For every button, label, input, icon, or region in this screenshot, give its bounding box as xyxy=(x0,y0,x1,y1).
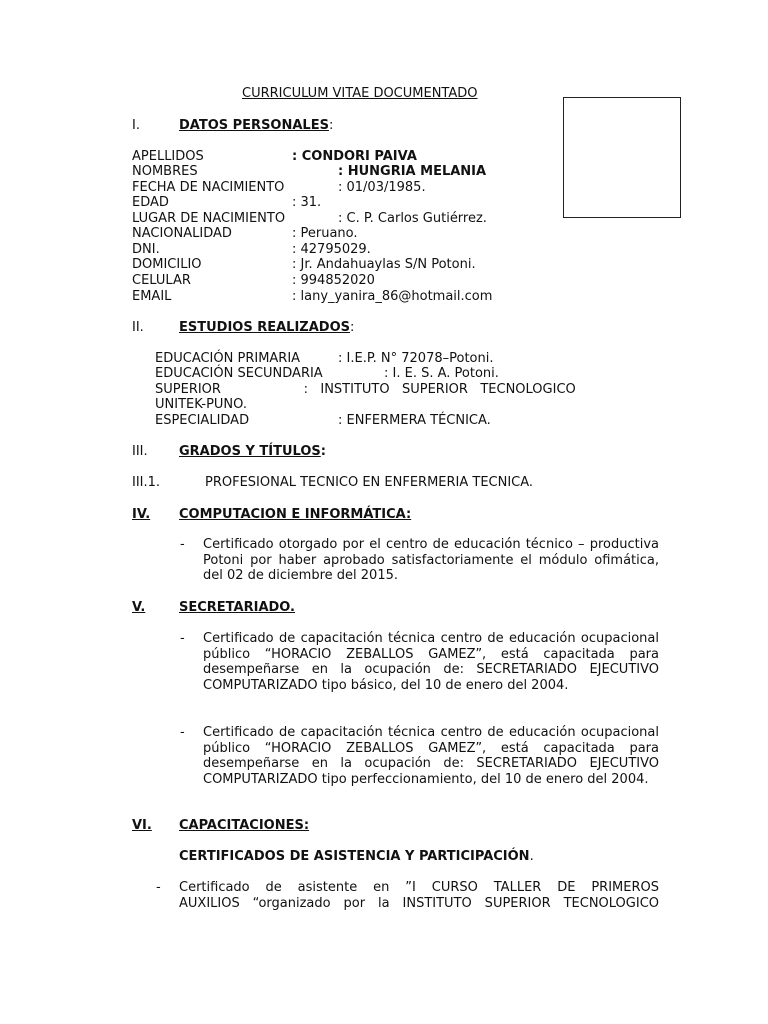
section-number: II. xyxy=(132,320,144,335)
email-label: EMAIL xyxy=(132,289,172,304)
section-heading-datos-personales: DATOS PERSONALES: xyxy=(179,118,334,133)
bullet-dash: - xyxy=(156,880,161,895)
nombres-value: : HUNGRIA MELANIA xyxy=(338,164,487,179)
email-value: : lany_yanira_86@hotmail.com xyxy=(292,289,493,304)
domicilio-value: : Jr. Andahuaylas S/N Potoni. xyxy=(292,257,476,272)
celular-value: : 994852020 xyxy=(292,273,375,288)
lugar-value: : C. P. Carlos Gutiérrez. xyxy=(338,211,487,226)
especialidad-label: ESPECIALIDAD xyxy=(155,413,250,428)
bullet-dash: - xyxy=(180,631,185,646)
secundaria-value: : I. E. S. A. Potoni. xyxy=(384,366,499,381)
section-heading-computacion: COMPUTACION E INFORMÁTICA: xyxy=(179,507,412,522)
capacitaciones-subtitle: CERTIFICADOS DE ASISTENCIA Y PARTICIPACIÓN. xyxy=(179,849,534,864)
especialidad-value: : ENFERMERA TÉCNICA. xyxy=(338,413,491,428)
computacion-certificate: Certificado otorgado por el centro de educación técnico – productiva Potoni por haber aprobado satisfactoriamente el módulo ofimática, del 02 de diciembre del 2015. xyxy=(203,537,659,584)
section-number: III. xyxy=(132,444,148,459)
grado-text: PROFESIONAL TECNICO EN ENFERMERIA TECNICA. xyxy=(205,475,534,490)
apellidos-value: : CONDORI PAIVA xyxy=(292,149,417,164)
section-number: V. xyxy=(132,600,146,615)
section-number: I. xyxy=(132,118,140,133)
bullet-dash: - xyxy=(180,725,185,740)
capacitacion-item-line: Certificado de asistente en ”I CURSO TALLER DE PRIMEROS xyxy=(179,880,659,895)
domicilio-label: DOMICILIO xyxy=(132,257,202,272)
section-number: VI. xyxy=(132,818,152,833)
section-heading-secretariado: SECRETARIADO. xyxy=(179,600,295,615)
bullet-dash: - xyxy=(180,537,185,552)
section-number: IV. xyxy=(132,507,151,522)
section-heading-grados: GRADOS Y TÍTULOS: xyxy=(179,444,326,459)
primaria-value: : I.E.P. N° 72078–Potoni. xyxy=(338,351,494,366)
lugar-label: LUGAR DE NACIMIENTO xyxy=(132,211,286,226)
edad-label: EDAD xyxy=(132,195,169,210)
grado-number: III.1. xyxy=(132,475,161,490)
celular-label: CELULAR xyxy=(132,273,191,288)
capacitacion-item-line: AUXILIOS “organizado por la INSTITUTO SUPERIOR TECNOLOGICO xyxy=(179,896,659,911)
superior-line-continued: UNITEK-PUNO. xyxy=(155,397,247,412)
dni-label: DNI. xyxy=(132,242,160,257)
document-title: CURRICULUM VITAE DOCUMENTADO xyxy=(242,86,478,101)
primaria-label: EDUCACIÓN PRIMARIA xyxy=(155,351,301,366)
nacionalidad-value: : Peruano. xyxy=(292,226,358,241)
secretariado-certificate-2: Certificado de capacitación técnica centro de educación ocupacional público “HORACIO ZEBALLOS GAMEZ”, está capacitada para desempeñarse en la ocupación de: SECRETARIADO EJECUTIVO COMPUTARIZADO tipo perfeccionamiento, del 10 de enero del 2004. xyxy=(203,725,659,787)
secundaria-label: EDUCACIÓN SECUNDARIA xyxy=(155,366,323,381)
nombres-label: NOMBRES xyxy=(132,164,198,179)
secretariado-certificate-1: Certificado de capacitación técnica centro de educación ocupacional público “HORACIO ZEBALLOS GAMEZ”, está capacitada para desempeñarse en la ocupación de: SECRETARIADO EJECUTIVO COMPUTARIZADO tipo básico, del 10 de enero del 2004. xyxy=(203,631,659,693)
apellidos-label: APELLIDOS xyxy=(132,149,204,164)
section-heading-estudios: ESTUDIOS REALIZADOS: xyxy=(179,320,355,335)
fecha-label: FECHA DE NACIMIENTO xyxy=(132,180,285,195)
fecha-value: : 01/03/1985. xyxy=(338,180,426,195)
edad-value: : 31. xyxy=(292,195,322,210)
superior-line: SUPERIOR : INSTITUTO SUPERIOR TECNOLOGICO xyxy=(155,382,576,397)
dni-value: : 42795029. xyxy=(292,242,371,257)
section-heading-capacitaciones: CAPACITACIONES: xyxy=(179,818,310,833)
photo-placeholder xyxy=(563,97,681,218)
nacionalidad-label: NACIONALIDAD xyxy=(132,226,232,241)
